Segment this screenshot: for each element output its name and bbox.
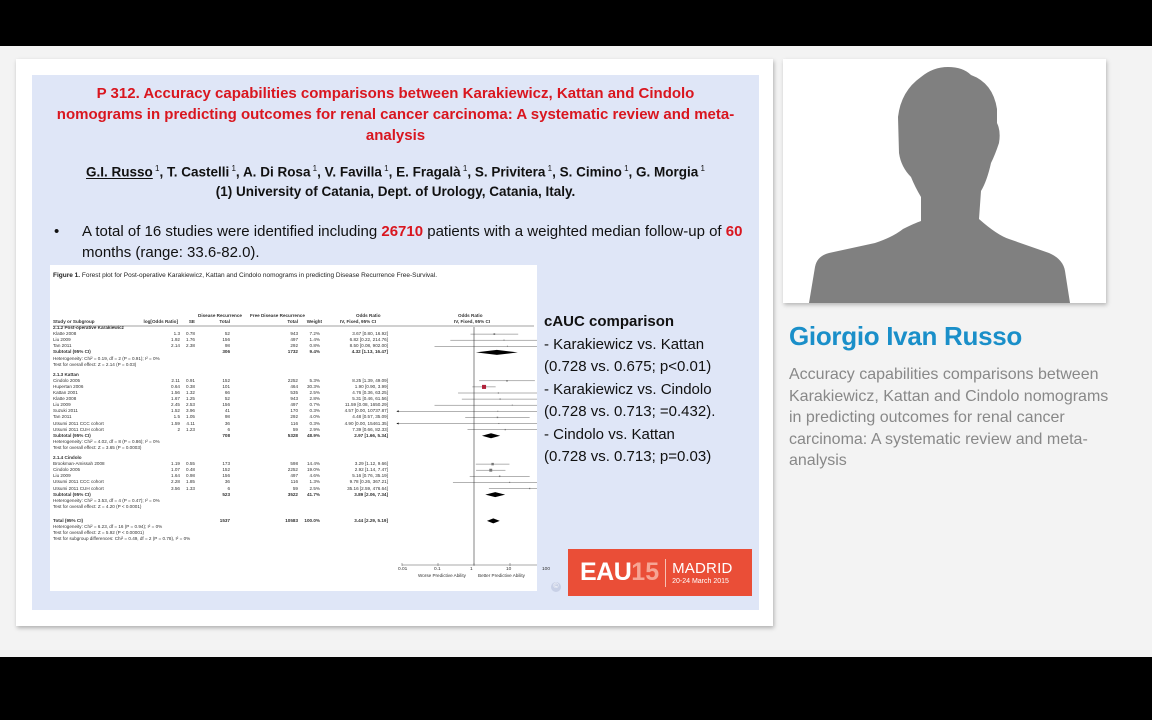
study-name: Utsumi 2011 CCC cohort — [53, 479, 104, 485]
fdr-total: 497 — [290, 402, 298, 408]
or-ci: 4.76 [0.36, 63.25] — [352, 390, 388, 395]
or-ci: 9.78 [0.26, 367.21] — [349, 479, 388, 485]
header-fdr: Free Disease Recurrence — [250, 313, 305, 318]
or-ci: 3.29 [1.12, 9.66] — [354, 461, 388, 467]
se: 3.96 — [186, 408, 195, 414]
slide-card — [16, 59, 773, 626]
axis-label-left: Worse Predictive Ability — [418, 573, 466, 578]
se: 1.23 — [186, 426, 195, 432]
or-ci: 3.67 [0.80, 16.92] — [352, 331, 388, 337]
log-or: 2.11 — [171, 377, 180, 383]
or-ci: 4.32 [1.13, 16.47] — [351, 349, 388, 355]
dr-total: 708 — [222, 432, 230, 438]
weight: 0.3% — [309, 408, 320, 414]
fdr-total: 497 — [290, 337, 298, 343]
log-or: 2.14 — [171, 343, 180, 349]
header-dr: Disease Recurrence — [198, 313, 242, 318]
study-name: Klatte 2008 — [53, 331, 77, 337]
study-name: Liu 2009 — [53, 402, 71, 408]
author-line: G.I. Russo $^1$, T. Castelli $^1$, A. Di Rosa $^1$, V. Favilla $^1$, E. Fragalà $^1$, S. Privitera $^1$, S. Cimino $^1$, G. Morgia $^1$ — [86, 164, 705, 180]
figure-caption: Figure 1. Forest plot for Post-operative Karakiewicz, Kattan and Cindolo nomograms in predicting Disease Recurrence Free-Survival. — [53, 272, 438, 279]
overall-effect: Test for overall effect: Z = 2.14 (P = 0.03) — [53, 361, 137, 367]
se: 1.85 — [186, 479, 195, 485]
se: 1.76 — [186, 337, 195, 343]
fdr-total: 292 — [290, 343, 298, 349]
weight: 9.4% — [309, 349, 320, 355]
se: 0.98 — [186, 473, 195, 479]
se: 4.11 — [186, 420, 195, 426]
or-ci: 7.39 [0.66, 82.33] — [352, 426, 388, 432]
dr-total: 52 — [224, 331, 230, 337]
weight: 2.8% — [309, 396, 320, 402]
fdr-total: 943 — [290, 396, 298, 402]
affiliation: (1) University of Catania, Dept. of Urology, Catania, Italy. — [215, 183, 576, 199]
or-ci: 35.16 [2.59, 476.64] — [347, 485, 388, 491]
dr-total: 98 — [224, 343, 230, 349]
author: E. Fragalà — [396, 164, 461, 180]
forest-plot-table — [50, 265, 551, 591]
dr-total: 52 — [224, 396, 230, 402]
header-method: IV, Fixed, 95% CI — [340, 319, 377, 324]
dr-total: 156 — [222, 473, 230, 479]
weight: 48.9% — [306, 432, 320, 438]
bullet-text: A total of 16 studies were identified including 26710 patients with a weighted median follow-up of 60 months (range: 33.6-82.0). — [82, 223, 743, 261]
axis-tick: 1 — [470, 567, 473, 572]
summary-bullet — [54, 221, 744, 263]
log-or: 2.28 — [171, 479, 180, 485]
study-name: Liu 2009 — [53, 473, 71, 479]
header-plot: Odds Ratio — [458, 313, 483, 318]
weight: 1.3% — [309, 479, 320, 485]
header-dr-total: Total — [219, 319, 230, 324]
cauc-line: (0.728 vs. 0.675; p<0.01) — [544, 358, 712, 375]
se: 1.32 — [186, 390, 195, 395]
dr-total: 152 — [222, 467, 230, 473]
fdr-total: 116 — [290, 479, 298, 485]
log-or: 3.56 — [171, 485, 180, 491]
or-ci: 4.48 [0.57, 35.09] — [352, 414, 388, 420]
weight: 41.7% — [306, 491, 320, 497]
weight: 2.5% — [309, 390, 320, 395]
speaker-name: Giorgio Ivan Russo — [789, 321, 1022, 351]
subtotal-label: Subtotal (95% CI) — [53, 432, 91, 438]
poster — [32, 75, 759, 610]
dr-total: 6 — [227, 426, 230, 432]
author-lead: G.I. Russo — [86, 164, 153, 180]
or-ci: 11.59 [0.08, 1650.29] — [344, 402, 388, 408]
header-logor: log[Odds Ratio] — [143, 319, 178, 324]
weight: 0.8% — [309, 343, 320, 349]
author: V. Favilla — [324, 164, 382, 180]
header-plot-method: IV, Fixed, 95% CI — [454, 319, 491, 324]
author-list — [32, 159, 759, 201]
fdr-total: 2252 — [287, 377, 298, 383]
or-ci: 5.16 [0.76, 35.19] — [352, 473, 388, 479]
header-fdr-total: Total — [287, 319, 298, 324]
dr-total: 523 — [222, 491, 230, 497]
or-ci: 8.25 [1.39, 49.09] — [352, 377, 388, 383]
subgroup-diff: Test for subgroup differences: Chi² = 0.49, df = 2 (P = 0.78), I² = 0% — [53, 536, 191, 542]
log-or: 1.5 — [173, 414, 180, 420]
study-name: Cindolo 2005 — [53, 467, 81, 473]
or-ci: 8.50 [0.08, 902.00] — [349, 343, 388, 349]
or-ci: 5.31 [0.46, 61.56] — [352, 396, 388, 402]
study-name: Liu 2009 — [53, 337, 71, 343]
axis-tick: 10 — [506, 567, 512, 572]
dr-total: 66 — [224, 390, 230, 395]
subtotal-label: Total (95% CI) — [53, 517, 84, 523]
log-or: 1.59 — [171, 420, 180, 426]
log-or: 1.92 — [171, 337, 180, 343]
weight: 0.7% — [309, 402, 320, 408]
weight: 14.4% — [306, 461, 320, 467]
forest-plot-graphic — [50, 265, 537, 591]
log-or: 1.19 — [171, 461, 180, 467]
header-se: SE — [188, 319, 195, 324]
subtotal-label: Subtotal (95% CI) — [53, 349, 91, 355]
fdr-total: 10583 — [285, 517, 298, 523]
study-name: Utsumi 2011 CUH cohort — [53, 485, 104, 491]
fdr-total: 59 — [292, 426, 298, 432]
bullet-marker: • — [54, 223, 60, 240]
fdr-total: 5328 — [287, 432, 298, 438]
patients-count: 26710 — [381, 223, 424, 240]
se: 2.53 — [186, 402, 195, 408]
axis-tick: 0.01 — [398, 567, 408, 572]
header-study: Study or Subgroup — [53, 319, 95, 324]
se: 1.33 — [186, 485, 195, 491]
study-name: Tan 2011 — [53, 414, 72, 420]
fdr-total: 1732 — [287, 349, 298, 355]
fdr-total: 116 — [290, 420, 298, 426]
dr-total: 173 — [222, 461, 230, 467]
axis-label-right: Better Predictive Ability — [478, 573, 525, 578]
dr-total: 156 — [222, 402, 230, 408]
heterogeneity: Heterogeneity: Chi² = 6.23, df = 16 (P = 0.94); I² = 0% — [53, 524, 163, 529]
fdr-total: 598 — [290, 461, 298, 467]
author: A. Di Rosa — [242, 164, 311, 180]
dr-total: 1537 — [219, 517, 230, 523]
header-or: Odds Ratio — [356, 313, 381, 318]
se: 0.78 — [186, 331, 195, 337]
log-or: 1.67 — [171, 396, 180, 402]
video-stage — [0, 46, 1152, 657]
author: G. Morgia — [636, 164, 699, 180]
dr-total: 36 — [224, 479, 230, 485]
cauc-heading: cAUC comparison — [544, 313, 675, 330]
heterogeneity: Heterogeneity: Chi² = 4.02, df = 8 (P = 0.86); I² = 0% — [53, 438, 160, 444]
dr-total: 98 — [224, 414, 230, 420]
weight: 30.3% — [306, 383, 320, 389]
subgroup-title: 2.1.3 Kattan — [53, 371, 79, 377]
or-ci: 4.90 [0.00, 15461.35] — [344, 420, 388, 426]
fdr-total: 59 — [292, 485, 298, 491]
overall-effect: Test for overall effect: Z = 5.92 (P < 0.00001) — [53, 530, 144, 536]
median-months: 60 — [725, 223, 743, 240]
study-name: Tan 2011 — [53, 343, 72, 349]
weight: 2.9% — [309, 426, 320, 432]
weight: 4.6% — [309, 473, 320, 479]
fdr-total: 170 — [290, 408, 298, 414]
heterogeneity: Heterogeneity: Chi² = 3.53, df = 4 (P = 0.47); I² = 0% — [53, 497, 160, 503]
axis-tick: 100 — [542, 567, 551, 572]
se: 2.38 — [186, 343, 195, 349]
or-ci: 4.57 [0.00, 10737.87] — [344, 408, 388, 414]
se: 0.55 — [186, 461, 195, 467]
study-name: Suzuki 2011 — [53, 408, 78, 414]
cauc-line: - Karakiewicz vs. Kattan — [544, 335, 705, 353]
overall-effect: Test for overall effect: Z = 3.65 (P = 0.0003) — [53, 444, 142, 450]
dr-total: 6 — [227, 485, 230, 491]
cauc-line: (0.728 vs. 0.713; p=0.03) — [544, 448, 712, 465]
se: 1.25 — [186, 396, 195, 402]
author: S. Privitera — [474, 164, 546, 180]
fdr-total: 464 — [290, 383, 298, 389]
log-or: 1.52 — [171, 408, 180, 414]
study-name: Hupertan 2006 — [53, 383, 84, 389]
fdr-total: 3522 — [287, 491, 298, 497]
study-name: Klatte 2008 — [53, 396, 77, 402]
cauc-comparison — [544, 311, 754, 469]
subgroup-title: 2.1.2 Post-operative Karakiewicz — [53, 325, 124, 330]
axis-tick: 0.1 — [434, 567, 441, 572]
fdr-total: 292 — [290, 414, 298, 420]
fdr-total: 535 — [290, 390, 298, 395]
fdr-total: 943 — [290, 331, 298, 337]
weight: 0.3% — [309, 420, 320, 426]
subtotal-label: Subtotal (95% CI) — [53, 491, 91, 497]
cauc-line: - Karakiewicz vs. Cindolo — [544, 380, 712, 398]
weight: 1.4% — [309, 337, 320, 343]
log-or: 2 — [177, 426, 180, 432]
overall-effect: Test for overall effect: Z = 4.20 (P < 0.0001) — [53, 503, 142, 509]
log-or: 1.3 — [173, 331, 180, 337]
cauc-line: (0.728 vs. 0.713; =0.432). — [544, 403, 716, 420]
fdr-total: 2252 — [287, 467, 298, 473]
subgroup-title: 2.1.4 Cindolo — [53, 455, 82, 460]
logo-divider — [665, 559, 666, 587]
log-or: 1.56 — [171, 390, 180, 395]
author: S. Cimino — [559, 164, 622, 180]
or-ci: 2.97 [1.66, 5.34] — [354, 432, 388, 438]
cauc-line: - Cindolo vs. Kattan — [544, 425, 675, 443]
study-name: Utsumi 2011 CCC cohort — [53, 420, 104, 426]
eau15-logo: EAU 15 MADRID 20-24 March 2015 — [568, 549, 752, 596]
speaker-avatar — [783, 59, 1106, 303]
se: 1.05 — [186, 414, 195, 420]
study-name: Brookman-Amissah 2008 — [53, 461, 105, 467]
weight: 4.0% — [309, 414, 320, 420]
talk-title: Accuracy capabilities comparisons between Karakiewicz, Kattan and Cindolo nomograms in predicting outcomes for renal cancer carcinoma: A systematic review and meta-analysis — [789, 366, 1109, 469]
log-or: 0.64 — [171, 383, 180, 389]
or-ci: 6.82 [0.22, 214.76] — [349, 337, 388, 343]
header-weight: Weight — [306, 319, 322, 324]
dr-total: 41 — [224, 408, 230, 414]
study-name: Utsumi 2011 CUH cohort — [53, 426, 104, 432]
study-name: Cindolo 2005 — [53, 377, 81, 383]
poster-title: P 312. Accuracy capabilities comparisons between Karakiewicz, Kattan and Cindolo nomograms in predicting outcomes for renal cancer carcinoma: A systematic review and meta-analysis — [56, 85, 735, 144]
dr-total: 152 — [222, 377, 230, 383]
author: T. Castelli — [166, 164, 230, 180]
fdr-total: 497 — [290, 473, 298, 479]
or-ci: 3.44 [2.29, 5.19] — [354, 517, 388, 523]
weight: 19.0% — [306, 467, 320, 473]
se: 0.38 — [186, 383, 195, 389]
or-ci: 1.90 [0.90, 3.99] — [354, 383, 388, 389]
log-or: 2.45 — [171, 402, 180, 408]
se: 0.91 — [186, 377, 195, 383]
person-silhouette-icon — [783, 59, 1106, 303]
dr-total: 101 — [222, 383, 230, 389]
log-or: 1.07 — [171, 467, 180, 473]
study-name: Kattan 2001 — [53, 390, 78, 395]
dr-total: 306 — [222, 349, 230, 355]
weight: 5.3% — [309, 377, 320, 383]
or-ci: 2.92 [1.14, 7.47] — [354, 467, 388, 473]
copyright-icon: © — [551, 582, 561, 592]
forest-plot-figure — [50, 265, 551, 591]
or-ci: 3.89 [2.06, 7.34] — [354, 491, 388, 497]
heterogeneity: Heterogeneity: Chi² = 0.19, df = 2 (P = 0.91); I² = 0% — [53, 355, 160, 361]
weight: 100.0% — [304, 517, 320, 523]
weight: 7.2% — [309, 331, 320, 337]
log-or: 1.64 — [171, 473, 180, 479]
se: 0.48 — [186, 467, 195, 473]
dr-total: 156 — [222, 337, 230, 343]
dr-total: 36 — [224, 420, 230, 426]
weight: 2.5% — [309, 485, 320, 491]
